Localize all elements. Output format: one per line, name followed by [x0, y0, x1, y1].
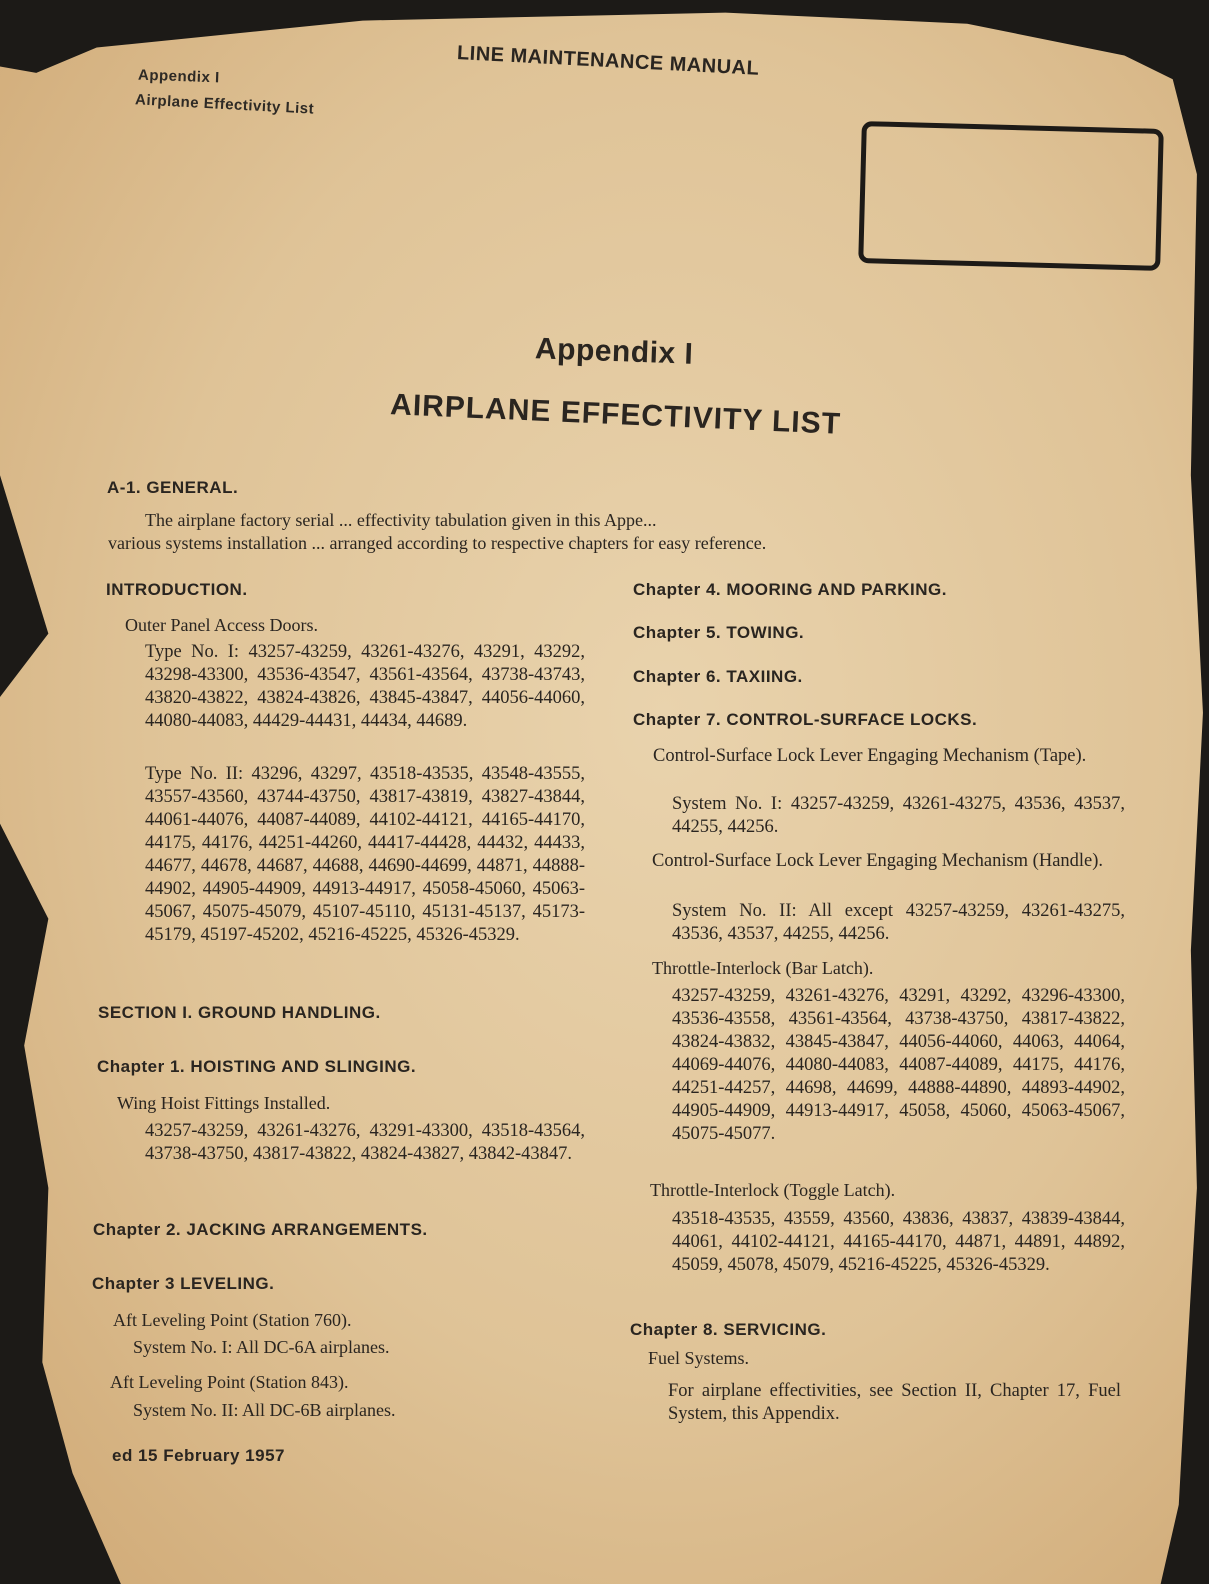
section-heading: Chapter 7. CONTROL-SURFACE LOCKS. [633, 710, 978, 729]
section-heading: Chapter 4. MOORING AND PARKING. [633, 580, 947, 599]
section-heading: Chapter 3 LEVELING. [92, 1274, 275, 1293]
blank-stamp-box [858, 121, 1164, 271]
section-heading: ed 15 February 1957 [112, 1446, 285, 1465]
subheading: System No. II: All DC-6B airplanes. [133, 1400, 396, 1420]
section-heading: Chapter 6. TAXIING. [633, 667, 803, 686]
subheading: Aft Leveling Point (Station 760). [113, 1310, 352, 1330]
running-header-subtitle: Airplane Effectivity List [134, 91, 315, 118]
page-title: AIRPLANE EFFECTIVITY LIST [389, 388, 842, 441]
appendix-title: Appendix I [534, 332, 694, 371]
subheading: Control-Surface Lock Lever Engaging Mechanism (Handle). [652, 851, 1104, 871]
subheading: Control-Surface Lock Lever Engaging Mechanism (Tape). [653, 746, 1087, 766]
subheading: Outer Panel Access Doors. [125, 615, 318, 635]
serial-list: 43257-43259, 43261-43276, 43291, 43292, 43296-43300, 43536-43558, 43561-43564, 43738-43750, 43817-43822, 43824-43832, 43845-43847, 44056-44060, 44063, 44064, 44069-44076, 44080-44083, 44087-44089, 44175, 44176, 44251-44257, 44698, 44699, 44888-44890, 44893-44902, 44905-44909, 44913-44917, 45058, 45060, 45063-45067, 45075-45077. [672, 986, 1125, 1144]
section-heading: Chapter 5. TOWING. [633, 623, 805, 642]
general-heading: A-1. GENERAL. [107, 478, 239, 497]
serial-list: 43257-43259, 43261-43276, 43291-43300, 43518-43564, 43738-43750, 43817-43822, 43824-43827, 43842-43847. [145, 1121, 585, 1164]
general-text-line1: The airplane factory serial ... effectivity tabulation given in this Appe... [145, 510, 657, 530]
subheading: Wing Hoist Fittings Installed. [117, 1093, 331, 1113]
general-text-line2: various systems installation ... arranged according to respective chapters for easy reference. [108, 533, 767, 553]
section-heading: INTRODUCTION. [106, 580, 248, 599]
section-heading: Chapter 8. SERVICING. [630, 1320, 827, 1339]
subheading: System No. I: All DC-6A airplanes. [133, 1337, 390, 1357]
subheading: Fuel Systems. [648, 1348, 750, 1368]
subheading: Throttle-Interlock (Toggle Latch). [650, 1180, 896, 1200]
running-header-appendix: Appendix I [137, 66, 220, 87]
section-heading: Chapter 2. JACKING ARRANGEMENTS. [93, 1220, 428, 1239]
serial-list: 43518-43535, 43559, 43560, 43836, 43837, 43839-43844, 44061, 44102-44121, 44165-44170, 44871, 44891, 44892, 45059, 45078, 45079, 45216-45225, 45326-45329. [672, 1209, 1125, 1275]
section-heading: Chapter 1. HOISTING AND SLINGING. [97, 1057, 417, 1076]
subheading: Throttle-Interlock (Bar Latch). [652, 958, 874, 978]
section-heading: SECTION I. GROUND HANDLING. [98, 1003, 381, 1022]
serial-list: System No. I: 43257-43259, 43261-43275, 43536, 43537, 44255, 44256. [672, 794, 1125, 837]
subheading: Aft Leveling Point (Station 843). [110, 1372, 349, 1392]
manual-title: LINE MAINTENANCE MANUAL [456, 42, 760, 80]
serial-list: Type No. II: 43296, 43297, 43518-43535, 43548-43555, 43557-43560, 43744-43750, 43817-43819, 43827-43844, 44061-44076, 44087-44089, 44102-44121, 44165-44170, 44175, 44176, 44251-44260, 44417-44428, 44432, 44433, 44677, 44678, 44687, 44688, 44690-44699, 44871, 44888-44902, 44905-44909, 44913-44917, 45058-45060, 45063-45067, 45075-45079, 45107-45110, 45131-45137, 45173-45179, 45197-45202, 45216-45225, 45326-45329. [145, 764, 585, 945]
serial-list: For airplane effectivities, see Section II, Chapter 17, Fuel System, this Appendix. [668, 1381, 1121, 1424]
serial-list: Type No. I: 43257-43259, 43261-43276, 43291, 43292, 43298-43300, 43536-43547, 43561-43564, 43738-43743, 43820-43822, 43824-43826, 43845-43847, 44056-44060, 44080-44083, 44429-44431, 44434, 44689. [145, 642, 585, 731]
serial-list: System No. II: All except 43257-43259, 43261-43275, 43536, 43537, 44255, 44256. [672, 901, 1125, 944]
